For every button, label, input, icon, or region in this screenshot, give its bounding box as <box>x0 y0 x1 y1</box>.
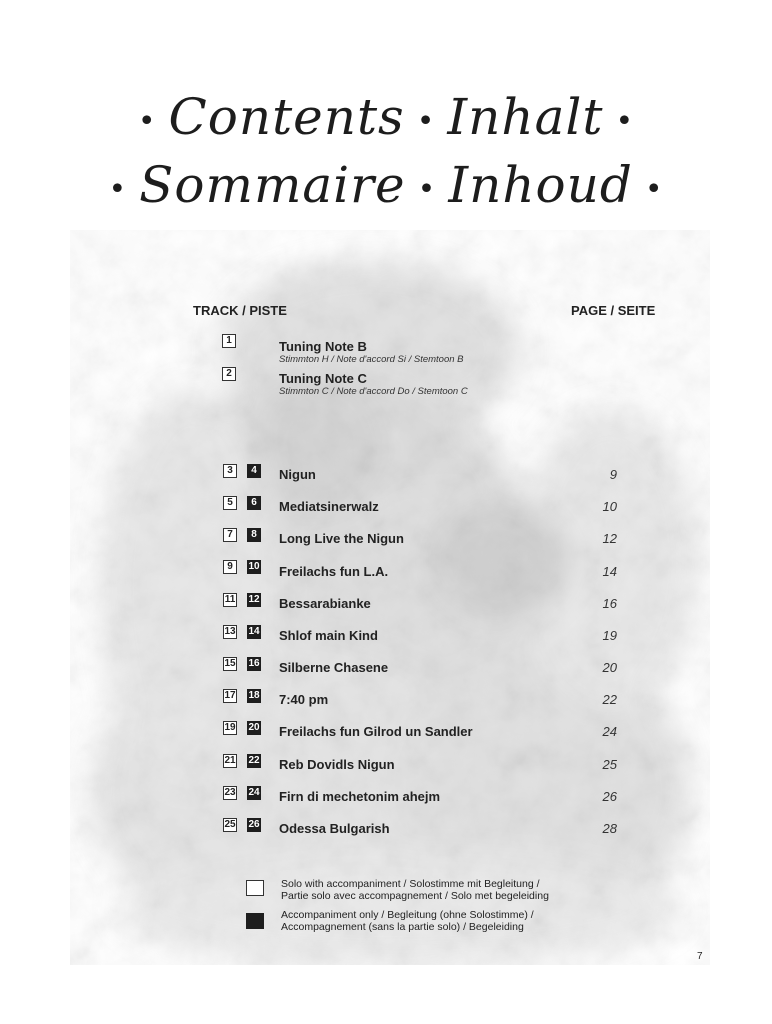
track-title: Freilachs fun L.A. <box>279 564 389 579</box>
track-page: 22 <box>602 692 617 707</box>
track-page: 24 <box>602 724 617 739</box>
solo-track-box: 25 <box>224 819 236 830</box>
track-page: 14 <box>602 564 617 579</box>
track-page: 26 <box>602 789 617 804</box>
track-page: 19 <box>602 628 617 643</box>
accompaniment-track-box: 16 <box>248 658 260 669</box>
legend-accompaniment-line-1: Accompaniment only / Begleitung (ohne Solostimme) / <box>281 909 534 921</box>
title-separator: • <box>108 171 128 207</box>
track-page: 16 <box>602 596 617 611</box>
page-number: 7 <box>697 951 703 962</box>
accompaniment-track-box: 10 <box>248 561 260 572</box>
legend-solo-line-1: Solo with accompaniment / Solostimme mit Begleitung / <box>281 878 540 890</box>
solo-track-box: 13 <box>224 626 236 637</box>
track-page: 12 <box>602 531 617 546</box>
accompaniment-track-box: 8 <box>247 528 261 542</box>
title-line-2 <box>0 156 772 214</box>
accompaniment-track-box: 4 <box>247 464 261 478</box>
tuning-subtitle: Stimmton C / Note d'accord Do / Stemtoon C <box>279 386 468 397</box>
track-title: Shlof main Kind <box>279 628 378 643</box>
accompaniment-track-box: 12 <box>248 594 260 605</box>
legend-accompaniment-text <box>281 909 534 933</box>
solo-track-box: 23 <box>224 787 236 798</box>
page-column-header: PAGE / SEITE <box>571 303 656 318</box>
accompaniment-track-box: 20 <box>248 722 260 733</box>
title-sommaire: Sommaire <box>139 156 406 214</box>
track-title: 7:40 pm <box>279 692 329 707</box>
tuning-track-box: 1 <box>222 334 236 348</box>
title-inhalt: Inhalt <box>447 88 604 146</box>
solo-track-box: 11 <box>224 594 236 605</box>
track-page: 25 <box>602 757 617 772</box>
legend-solo-line-2: Partie solo avec accompagnement / Solo met begeleiding <box>281 890 549 902</box>
solo-track-box: 17 <box>224 690 236 701</box>
accompaniment-track-box: 22 <box>248 755 260 766</box>
solo-track-box: 21 <box>224 755 236 766</box>
accompaniment-track-box: 14 <box>248 626 260 637</box>
solo-track-box: 19 <box>224 722 236 733</box>
solo-track-box: 3 <box>223 464 237 478</box>
track-title: Nigun <box>279 467 316 482</box>
solo-track-box: 9 <box>223 560 237 574</box>
title-separator: • <box>416 103 436 139</box>
track-page: 9 <box>609 467 617 482</box>
title-separator: • <box>417 171 437 207</box>
solo-track-box: 15 <box>224 658 236 669</box>
track-page: 10 <box>602 499 617 514</box>
tuning-title: Tuning Note B <box>279 339 367 354</box>
legend-solo-swatch <box>246 880 264 896</box>
title-inhoud: Inhoud <box>448 156 633 214</box>
accompaniment-track-box: 18 <box>248 690 260 701</box>
legend-solo-text <box>281 878 549 902</box>
track-title: Silberne Chasene <box>279 660 389 675</box>
title-separator: • <box>615 103 635 139</box>
tuning-title: Tuning Note C <box>279 371 367 386</box>
track-page: 20 <box>602 660 617 675</box>
title-line-1 <box>0 88 772 146</box>
tuning-track-box: 2 <box>222 367 236 381</box>
track-title: Long Live the Nigun <box>279 531 404 546</box>
accompaniment-track-box: 24 <box>248 787 260 798</box>
accompaniment-track-box: 26 <box>248 819 260 830</box>
title-separator: • <box>137 103 157 139</box>
solo-track-box: 5 <box>223 496 237 510</box>
title-separator: • <box>644 171 664 207</box>
track-title: Freilachs fun Gilrod un Sandler <box>279 724 473 739</box>
track-title: Odessa Bulgarish <box>279 821 390 836</box>
accompaniment-track-box: 6 <box>247 496 261 510</box>
track-title: Bessarabianke <box>279 596 371 611</box>
tuning-subtitle: Stimmton H / Note d'accord Si / Stemtoon B <box>279 354 464 365</box>
track-title: Firn di mechetonim ahejm <box>279 789 441 804</box>
track-title: Reb Dovidls Nigun <box>279 757 395 772</box>
title-contents: Contents <box>168 88 405 146</box>
legend-accompaniment-swatch <box>246 913 264 929</box>
track-column-header: TRACK / PISTE <box>193 303 287 318</box>
legend-accompaniment-line-2: Accompagnement (sans la partie solo) / Begeleiding <box>281 921 524 933</box>
track-page: 28 <box>602 821 617 836</box>
solo-track-box: 7 <box>223 528 237 542</box>
track-title: Mediatsinerwalz <box>279 499 379 514</box>
